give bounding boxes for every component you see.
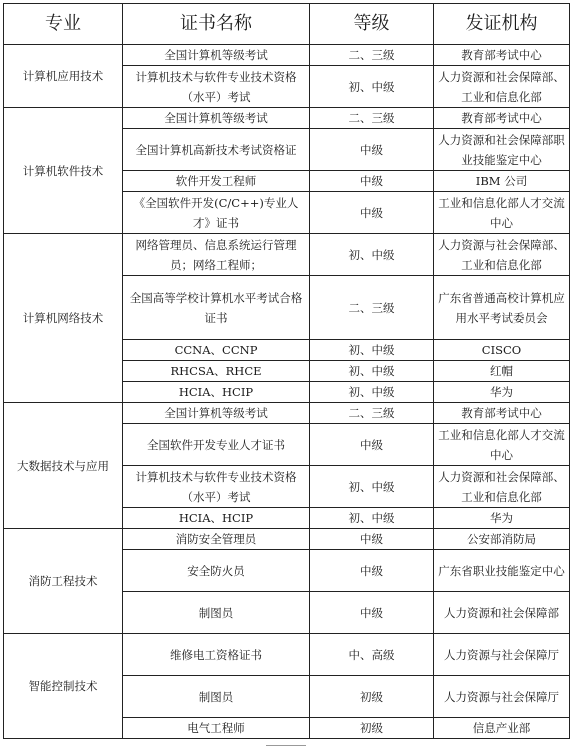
major-cell: 智能控制技术: [4, 634, 123, 739]
cert-name-cell: 全国计算机等级考试: [123, 108, 310, 129]
header-level: 等级: [310, 4, 434, 45]
cert-name-cell: 维修电工资格证书: [123, 634, 310, 676]
issuer-cell: 工业和信息化部人才交流中心: [434, 424, 570, 466]
page-bottom-mark: [266, 745, 306, 746]
level-cell: 二、三级: [310, 108, 434, 129]
table-row: [4, 108, 570, 129]
table-row: [4, 529, 570, 550]
cert-name-cell: 电气工程师: [123, 718, 310, 739]
level-cell: 中级: [310, 550, 434, 592]
level-cell: 初、中级: [310, 382, 434, 403]
issuer-cell: 教育部考试中心: [434, 45, 570, 66]
level-cell: 中、高级: [310, 634, 434, 676]
cert-name-cell: 制图员: [123, 676, 310, 718]
level-cell: 二、三级: [310, 45, 434, 66]
table-row: [4, 234, 570, 276]
level-cell: 初、中级: [310, 361, 434, 382]
header-major: 专业: [4, 4, 123, 45]
issuer-cell: 公安部消防局: [434, 529, 570, 550]
major-cell: 消防工程技术: [4, 529, 123, 634]
issuer-cell: 教育部考试中心: [434, 403, 570, 424]
issuer-cell: 广东省普通高校计算机应用水平考试委员会: [434, 276, 570, 340]
issuer-cell: 人力资源和社会保障部、工业和信息化部: [434, 466, 570, 508]
cert-name-cell: 全国计算机高新技术考试资格证: [123, 129, 310, 171]
level-cell: 中级: [310, 129, 434, 171]
cert-name-cell: RHCSA、RHCE: [123, 361, 310, 382]
level-cell: 初级: [310, 718, 434, 739]
cert-name-cell: 全国计算机等级考试: [123, 403, 310, 424]
cert-name-cell: 计算机技术与软件专业技术资格（水平）考试: [123, 66, 310, 108]
cert-name-cell: 计算机技术与软件专业技术资格（水平）考试: [123, 466, 310, 508]
level-cell: 二、三级: [310, 276, 434, 340]
major-cell: 计算机网络技术: [4, 234, 123, 403]
issuer-cell: 工业和信息化部人才交流中心: [434, 192, 570, 234]
cert-name-cell: 软件开发工程师: [123, 171, 310, 192]
issuer-cell: 教育部考试中心: [434, 108, 570, 129]
cert-name-cell: 网络管理员、信息系统运行管理员；网络工程师；: [123, 234, 310, 276]
level-cell: 中级: [310, 592, 434, 634]
issuer-cell: CISCO: [434, 340, 570, 361]
cert-name-cell: 《全国软件开发(C/C++)专业人才》证书: [123, 192, 310, 234]
level-cell: 中级: [310, 424, 434, 466]
major-cell: 计算机应用技术: [4, 45, 123, 108]
issuer-cell: IBM 公司: [434, 171, 570, 192]
table-row: [4, 403, 570, 424]
issuer-cell: 广东省职业技能鉴定中心: [434, 550, 570, 592]
certificate-table: [3, 3, 570, 739]
issuer-cell: 华为: [434, 382, 570, 403]
cert-name-cell: CCNA、CCNP: [123, 340, 310, 361]
cert-name-cell: 安全防火员: [123, 550, 310, 592]
cert-name-cell: HCIA、HCIP: [123, 508, 310, 529]
level-cell: 初、中级: [310, 66, 434, 108]
issuer-cell: 华为: [434, 508, 570, 529]
level-cell: 中级: [310, 171, 434, 192]
level-cell: 中级: [310, 192, 434, 234]
issuer-cell: 人力资源与社会保障厅: [434, 676, 570, 718]
level-cell: 中级: [310, 529, 434, 550]
header-row: [4, 4, 570, 45]
level-cell: 二、三级: [310, 403, 434, 424]
issuer-cell: 红帽: [434, 361, 570, 382]
level-cell: 初级: [310, 676, 434, 718]
level-cell: 初、中级: [310, 234, 434, 276]
level-cell: 初、中级: [310, 340, 434, 361]
issuer-cell: 人力资源与社会保障部、工业和信息化部: [434, 234, 570, 276]
cert-name-cell: 全国软件开发专业人才证书: [123, 424, 310, 466]
cert-name-cell: 全国高等学校计算机水平考试合格证书: [123, 276, 310, 340]
major-cell: 计算机软件技术: [4, 108, 123, 234]
issuer-cell: 人力资源和社会保障部职业技能鉴定中心: [434, 129, 570, 171]
header-cert-name: 证书名称: [123, 4, 310, 45]
header-issuer: 发证机构: [434, 4, 570, 45]
issuer-cell: 人力资源与社会保障厅: [434, 634, 570, 676]
issuer-cell: 人力资源和社会保障部: [434, 592, 570, 634]
issuer-cell: 信息产业部: [434, 718, 570, 739]
cert-name-cell: 全国计算机等级考试: [123, 45, 310, 66]
cert-name-cell: 制图员: [123, 592, 310, 634]
level-cell: 初、中级: [310, 466, 434, 508]
level-cell: 初、中级: [310, 508, 434, 529]
table-row: [4, 45, 570, 66]
issuer-cell: 人力资源和社会保障部、工业和信息化部: [434, 66, 570, 108]
cert-name-cell: 消防安全管理员: [123, 529, 310, 550]
table-row: [4, 634, 570, 676]
major-cell: 大数据技术与应用: [4, 403, 123, 529]
cert-name-cell: HCIA、HCIP: [123, 382, 310, 403]
